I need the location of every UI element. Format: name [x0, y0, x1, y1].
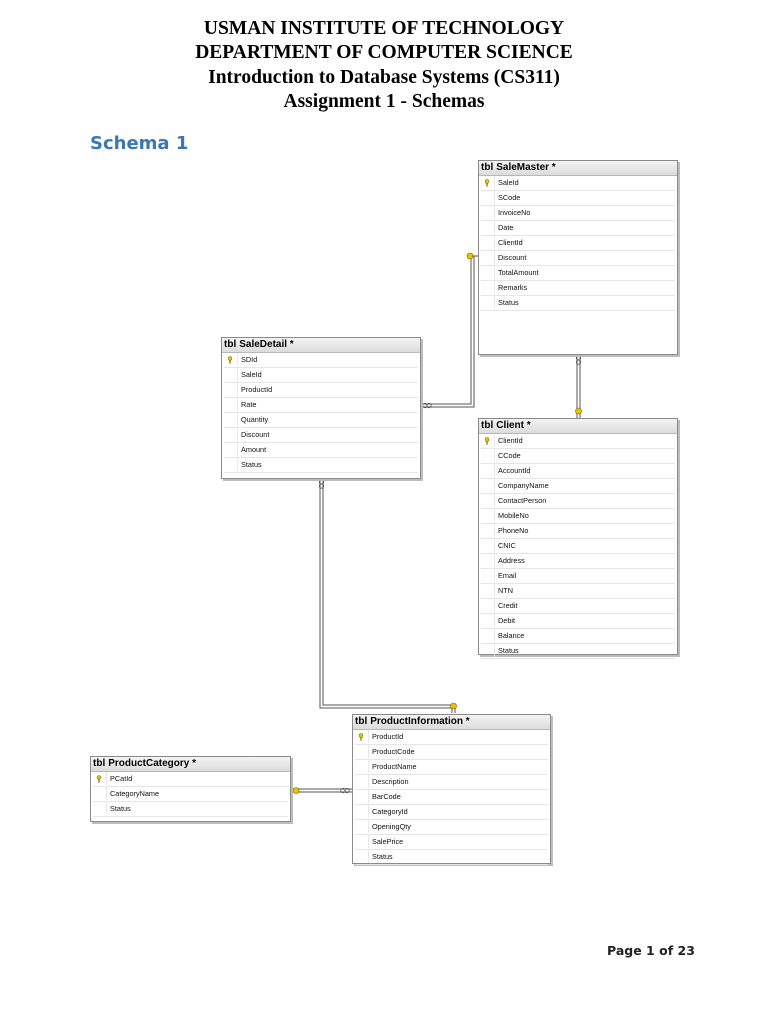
column-name: SaleId	[498, 178, 519, 187]
column-row[interactable]	[481, 644, 675, 659]
column-name: Status	[241, 460, 262, 469]
column-row[interactable]	[355, 805, 548, 820]
column-row-pk[interactable]	[224, 353, 418, 368]
column-name: CategoryName	[110, 789, 160, 798]
column-row[interactable]	[481, 554, 675, 569]
column-name: ProductId	[372, 732, 404, 741]
column-name: ProductName	[372, 762, 417, 771]
column-name: Remarks	[498, 283, 528, 292]
table-prefix: tbl	[481, 162, 494, 173]
column-name: Status	[110, 804, 131, 813]
table-prefix: tbl	[481, 420, 494, 431]
column-row[interactable]	[481, 479, 675, 494]
table-client[interactable]	[478, 418, 678, 655]
column-row[interactable]	[481, 449, 675, 464]
column-row[interactable]	[481, 296, 675, 311]
column-row[interactable]	[481, 281, 675, 296]
table-header[interactable]	[479, 161, 677, 176]
rel-saledetail-salemaster	[420, 256, 479, 404]
column-row[interactable]	[224, 368, 418, 383]
column-row[interactable]	[481, 191, 675, 206]
table-header[interactable]	[91, 757, 290, 772]
column-row[interactable]	[355, 850, 548, 865]
header-line-institute: USMAN INSTITUTE OF TECHNOLOGY	[203, 18, 565, 39]
column-name: BarCode	[372, 792, 401, 801]
table-name: ProductInformation *	[370, 716, 470, 727]
header-line-course: Introduction to Database Systems (CS311)	[208, 67, 560, 88]
table-header[interactable]	[479, 419, 677, 434]
schema-title: Schema 1	[90, 133, 189, 154]
of-label: of	[659, 943, 674, 958]
column-name: CNIC	[498, 541, 516, 550]
column-row[interactable]	[481, 266, 675, 281]
column-name: CategoryId	[372, 807, 408, 816]
column-name: Status	[498, 298, 519, 307]
column-name: Date	[498, 223, 514, 232]
table-name: ProductCategory *	[108, 758, 197, 769]
header-line-department: DEPARTMENT OF COMPUTER SCIENCE	[195, 42, 573, 63]
table-productcategory[interactable]	[90, 756, 291, 822]
column-row[interactable]	[481, 599, 675, 614]
primary-key-icon	[96, 775, 102, 783]
column-row[interactable]	[224, 413, 418, 428]
table-prefix: tbl	[355, 716, 368, 727]
column-list	[481, 434, 675, 659]
column-row[interactable]	[224, 398, 418, 413]
column-name: ProductCode	[372, 747, 415, 756]
column-name: SaleId	[241, 370, 262, 379]
column-name: AccountId	[498, 466, 531, 475]
column-list	[355, 730, 548, 865]
column-name: MobileNo	[498, 511, 529, 520]
column-row[interactable]	[93, 802, 288, 817]
column-name: ClientId	[498, 238, 523, 247]
column-row[interactable]	[481, 206, 675, 221]
column-row[interactable]	[355, 820, 548, 835]
primary-key-icon	[358, 733, 364, 741]
column-row[interactable]	[355, 745, 548, 760]
column-row[interactable]	[481, 569, 675, 584]
table-name: SaleDetail *	[239, 339, 294, 350]
column-row[interactable]	[481, 539, 675, 554]
primary-key-icon	[227, 356, 233, 364]
primary-key-icon	[484, 179, 490, 187]
column-name: ClientId	[498, 436, 523, 445]
page-total: 23	[677, 943, 695, 958]
column-name: Email	[498, 571, 517, 580]
column-name: Status	[498, 646, 519, 655]
column-row[interactable]	[355, 760, 548, 775]
column-row[interactable]	[355, 835, 548, 850]
column-row-pk[interactable]	[481, 176, 675, 191]
column-name: ProductId	[241, 385, 273, 394]
column-row[interactable]	[481, 629, 675, 644]
table-salemaster[interactable]	[478, 160, 678, 355]
column-name: PCatId	[110, 774, 133, 783]
primary-key-icon	[484, 437, 490, 445]
column-name: OpeningQty	[372, 822, 411, 831]
column-name: Status	[372, 852, 393, 861]
page-label: Page	[607, 943, 642, 958]
column-name: SCode	[498, 193, 521, 202]
column-row[interactable]	[355, 790, 548, 805]
column-row[interactable]	[481, 221, 675, 236]
rel-saledetail-productinformation	[320, 478, 452, 713]
table-prefix: tbl	[93, 758, 106, 769]
column-name: Description	[372, 777, 409, 786]
column-name: TotalAmount	[498, 268, 539, 277]
column-name: Amount	[241, 445, 267, 454]
column-name: InvoiceNo	[498, 208, 531, 217]
column-row-pk[interactable]	[93, 772, 288, 787]
column-row[interactable]	[481, 236, 675, 251]
column-row[interactable]	[481, 524, 675, 539]
page-number	[607, 943, 695, 958]
column-row[interactable]	[481, 464, 675, 479]
column-row[interactable]	[481, 584, 675, 599]
page-current: 1	[646, 943, 655, 958]
table-productinformation[interactable]	[352, 714, 551, 864]
table-saledetail[interactable]	[221, 337, 421, 479]
column-row[interactable]	[481, 509, 675, 524]
column-row[interactable]	[481, 614, 675, 629]
column-list	[93, 772, 288, 817]
column-name: CCode	[498, 451, 521, 460]
column-name: Address	[498, 556, 525, 565]
table-prefix: tbl	[224, 339, 237, 350]
table-name: SaleMaster *	[496, 162, 556, 173]
column-name: Credit	[498, 601, 518, 610]
column-name: PhoneNo	[498, 526, 529, 535]
column-row-pk[interactable]	[355, 730, 548, 745]
header-line-assignment: Assignment 1 - Schemas	[283, 91, 485, 112]
column-row[interactable]	[224, 428, 418, 443]
column-name: Discount	[241, 430, 270, 439]
column-name: CompanyName	[498, 481, 549, 490]
column-name: Debit	[498, 616, 516, 625]
column-row[interactable]	[224, 383, 418, 398]
column-name: ContactPerson	[498, 496, 547, 505]
column-row[interactable]	[224, 458, 418, 473]
column-name: Rate	[241, 400, 257, 409]
column-row[interactable]	[224, 443, 418, 458]
column-name: SalePrice	[372, 837, 404, 846]
column-name: Balance	[498, 631, 525, 640]
table-name: Client *	[496, 420, 531, 431]
column-row-pk[interactable]	[481, 434, 675, 449]
column-row[interactable]	[481, 251, 675, 266]
column-list	[224, 353, 418, 473]
column-name: Discount	[498, 253, 527, 262]
column-row[interactable]	[481, 494, 675, 509]
column-row[interactable]	[93, 787, 288, 802]
column-row[interactable]	[355, 775, 548, 790]
column-name: SDId	[241, 355, 258, 364]
column-name: Quantity	[241, 415, 269, 424]
column-name: NTN	[498, 586, 513, 595]
column-list	[481, 176, 675, 311]
table-header[interactable]	[222, 338, 420, 353]
table-header[interactable]	[353, 715, 550, 730]
